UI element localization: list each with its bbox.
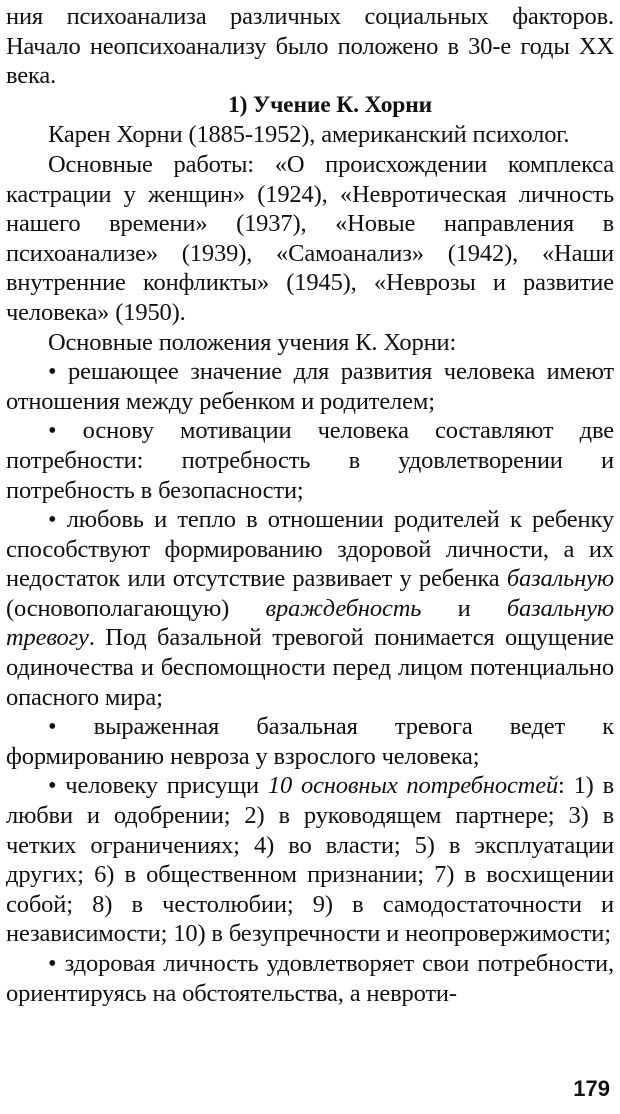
bullet-5-text-a: • человеку присущи [48,772,259,800]
term-basal: базальную [506,565,614,593]
intro-paragraph [6,2,614,91]
section-heading: 1) Учение К. Хорни [227,91,432,118]
works-paragraph: Основные работы: «О происхождении комплекса кастрации у женщин» (1924), «Невротическая личность нашего времени» (1937), «Новые направления в психоанализе» (1939), «Самоанализ» (1942), «Наши внутренние конфликты» (1945), «Неврозы и развитие человека» (1950). [6,150,614,326]
term-ten-needs: 10 основных потребностей [267,772,559,800]
bullet-item-6: • здоровая личность удовлетворяет свои потребности, ориентируясь на обстоятельства, а невроти- [6,950,614,1007]
bullet-item-2: • основу мотивации человека составляют две потребности: потребность в удовлетворении и потребность в безопасности; [6,417,614,504]
bio-paragraph: Карен Хорни (1885-1952), американский психолог. [48,121,570,149]
bullet-3-text-c: и [457,594,471,622]
intro-line-2: Начало неопсихоанализу было положено в 30-е годы XX века. [6,32,614,90]
bullet-item-1: • решающее значение для развития человека имеют отношения между ребенком и родителем; [6,358,614,415]
bullet-item-5 [6,771,614,949]
bullet-item-4: • выраженная базальная тревога ведет к формированию невроза у взрослого человека; [6,713,614,770]
bullet-3-text-b: (основополагающую) [6,594,230,622]
intro-line-1: ния психоанализа различных социальных факторов. [6,3,614,30]
principles-intro: Основные положения учения К. Хорни: [48,328,457,356]
term-hostility: враждебность [265,594,422,622]
bullet-5-text-b: : 1) в любви и одобрении; 2) в руководящем партнере; 3) в четких ограничениях; 4) во власти; 5) в эксплуатации других; 6) в общественном признании; 7) в восхищении собой; 8) в честолюбии; 9) в самодостаточности и независимости; 10) в безупречности и неопровержимости; [6,772,614,948]
page-number: 179 [573,1076,610,1101]
bullet-3-text-d: . Под базальной тревогой понимается ощущение одиночества и беспомощности перед лицом потенциально опасного мира; [6,624,614,711]
bullet-item-3 [6,505,614,712]
term-basal-anxiety: базальную тревогу [6,594,614,652]
bullet-3-text-a: • любовь и тепло в отношении родителей к ребенку способствуют формированию здоровой личности, а их недостаток или отсутствие развивает у ребенка [6,506,614,593]
body-text [6,2,614,1008]
